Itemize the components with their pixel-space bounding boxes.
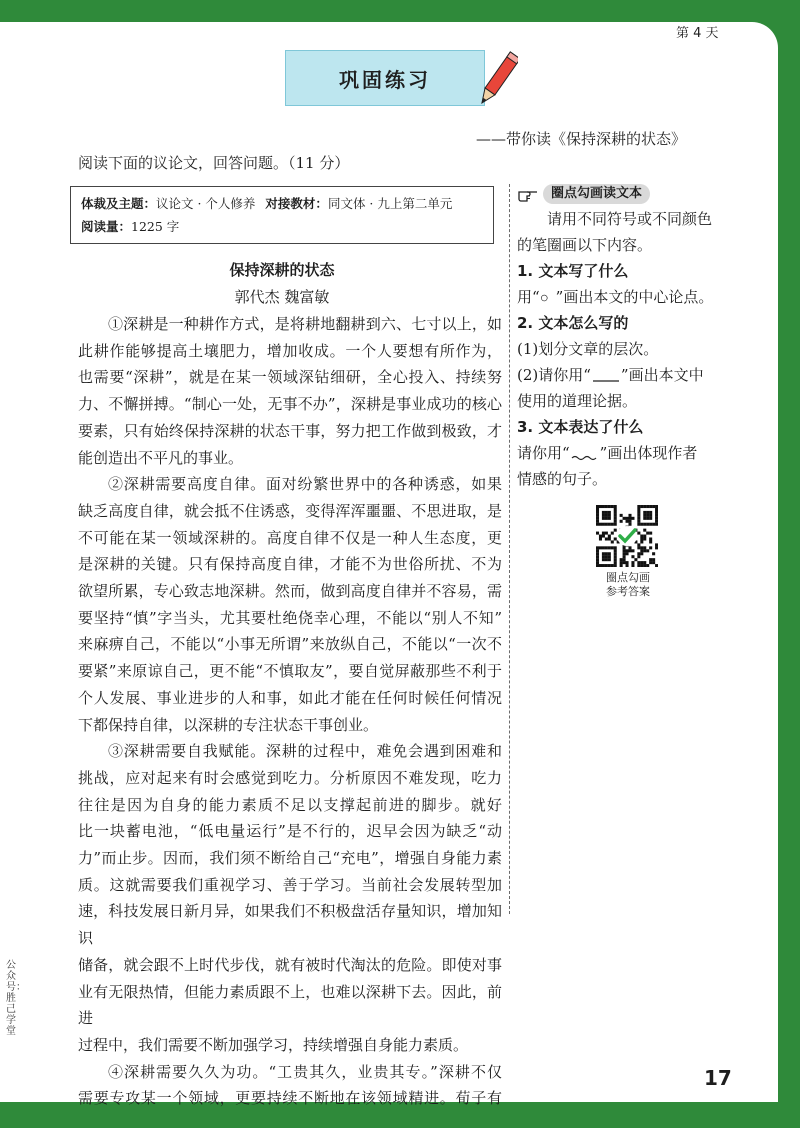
qr-module (623, 549, 626, 552)
qr-module (649, 514, 652, 517)
qr-module (623, 546, 626, 549)
qr-module (602, 558, 605, 561)
qr-module (652, 523, 655, 526)
qr-module (623, 561, 626, 564)
subtitle: ——带你读《保持深耕的状态》 (475, 130, 686, 148)
reading-label: 阅读量： (81, 219, 132, 234)
qr-module (649, 537, 652, 540)
qr-module (596, 549, 599, 552)
qr-module (626, 549, 629, 552)
pointing-hand-icon (517, 185, 539, 203)
qr-module (608, 514, 611, 517)
qr-module (637, 508, 640, 511)
qr-module (596, 514, 599, 517)
qr-module (614, 552, 617, 555)
qr-module (605, 558, 608, 561)
article-line: 质。这就需要我们重视学习、善于学习。当前社会发展转型加 (78, 875, 502, 894)
page-number: 17 (704, 1066, 732, 1090)
qr-module (631, 555, 634, 558)
qr-module (599, 537, 602, 540)
article-author: 郭代杰 魏富敏 (234, 288, 330, 306)
qr-module (611, 564, 614, 567)
qr-module (643, 514, 646, 517)
qr-module (602, 511, 605, 514)
qr-module (634, 558, 637, 561)
qr-module (631, 564, 634, 567)
qr-module (608, 546, 611, 549)
article-line: 是深耕的关键。只有保持高度自律，才能不为世俗所扰、不为 (78, 555, 502, 574)
qr-module (620, 520, 623, 523)
qr-module (643, 505, 646, 508)
qr-module (637, 552, 640, 555)
qr-module (646, 514, 649, 517)
qr-module (640, 552, 643, 555)
qr-module (605, 552, 608, 555)
qr-module (623, 517, 626, 520)
qr-module (602, 552, 605, 555)
qr-module (611, 523, 614, 526)
qr-module (655, 520, 658, 523)
article-line: 力、不懈拼搏。“制心一处，无事不办”，深耕是事业成功的核心 (78, 395, 502, 414)
qr-module (602, 564, 605, 567)
article-line: 过程中，我们需要不断加强学习，持续增强自身能力素质。 (78, 1035, 469, 1054)
qr-module (596, 505, 599, 508)
qr-module (623, 552, 626, 555)
article-line: 挑战，应对起来有时会感觉到吃力。分析原因不难发现，吃力 (78, 768, 502, 787)
qr-module (602, 505, 605, 508)
qr-module (614, 561, 617, 564)
qr-module (626, 552, 629, 555)
q3-text-1: 请你用“ ”画出体现作者 (517, 444, 698, 462)
qr-module (602, 546, 605, 549)
q1-title: 1. 文本写了什么 (517, 262, 629, 280)
qr-module (614, 505, 617, 508)
qr-module (655, 517, 658, 520)
qr-module (605, 523, 608, 526)
qr-module (646, 532, 649, 535)
qr-module (605, 505, 608, 508)
article-line: 速，科技发展日新月异，如果我们不积极盘活存量知识，增加知识 (78, 902, 502, 948)
qr-code-icon[interactable] (596, 505, 658, 567)
q2-item-2: (2)请你用“ ”画出本文中 (517, 366, 704, 384)
qr-module (596, 517, 599, 520)
qr-module (655, 564, 658, 567)
article-line: ③深耕需要自我赋能。深耕的过程中，难免会遇到困难和 (108, 742, 502, 761)
qr-module (605, 514, 608, 517)
article-line: 力”而止步。因而，我们须不断给自己“充电”，增强自身能力素 (78, 849, 502, 868)
qr-module (608, 517, 611, 520)
qr-module (637, 564, 640, 567)
qr-module (646, 549, 649, 552)
article-line: 储备，就会跟不上时代步伐，就有被时代淘汰的危险。即使对事 (78, 955, 502, 974)
side-stamp: 公众号：胜己学堂 (6, 960, 26, 1037)
qr-module (614, 520, 617, 523)
q2-title: 2. 文本怎么写的 (517, 314, 629, 332)
qr-module (596, 508, 599, 511)
qr-module (655, 511, 658, 514)
qr-module (596, 511, 599, 514)
qr-module (605, 546, 608, 549)
qr-module (643, 537, 646, 540)
qr-module (614, 537, 617, 540)
qr-module (623, 558, 626, 561)
qr-module (611, 505, 614, 508)
qr-module (605, 564, 608, 567)
qr-module (608, 537, 611, 540)
qr-module (596, 555, 599, 558)
article-line: 个人发展、事业进步的人和事，如此才能在任何时候任何情况 (78, 688, 502, 707)
article-line: 业有无限热情，但能力素质跟不上，也难以深耕下去。因此，前进 (78, 982, 502, 1028)
qr-module (640, 537, 643, 540)
qr-module (655, 514, 658, 517)
qr-module (628, 549, 631, 552)
qr-module (608, 552, 611, 555)
qr-module (623, 555, 626, 558)
qr-module (655, 523, 658, 526)
qr-module (596, 558, 599, 561)
qr-module (649, 505, 652, 508)
qr-module (614, 511, 617, 514)
qr-module (614, 514, 617, 517)
qr-module (628, 517, 631, 520)
info-row-1 (81, 192, 483, 215)
qr-module (626, 520, 629, 523)
circle-mark-icon (540, 291, 556, 305)
qr-module (602, 535, 605, 538)
qr-module (655, 505, 658, 508)
qr-module (620, 564, 623, 567)
qr-module (643, 561, 646, 564)
qr-caption-line-2: 参考答案 (606, 585, 650, 598)
textbook-label: 对接教材： (265, 196, 328, 211)
qr-module (614, 508, 617, 511)
qr-module (631, 549, 634, 552)
article-line: 此耕作能够提高土壤肥力，增加收成。一个人要想有所作为， (78, 341, 502, 360)
article-line: 来麻痹自己，不能以“小事无所谓”来放纵自己，不能以“一次不 (78, 635, 502, 654)
qr-module (605, 511, 608, 514)
info-box (70, 186, 494, 244)
qr-module (611, 532, 614, 535)
article-title: 保持深耕的状态 (229, 261, 335, 279)
genre-value: 议论文 · 个人修养 (156, 196, 256, 211)
side-panel-title: 圈点勾画读文本 (543, 184, 650, 204)
qr-module (602, 523, 605, 526)
qr-module (608, 555, 611, 558)
underline-mark-icon (591, 369, 621, 383)
article-line: 往往是因为自身的能力素质不足以支撑起前进的脚步。就好 (78, 795, 502, 814)
qr-module (640, 564, 643, 567)
page-title: 巩固练习 (339, 67, 431, 92)
qr-module (646, 505, 649, 508)
article-line: ④深耕需要久久为功。“工贵其久，业贵其专。”深耕不仅 (108, 1062, 502, 1081)
article-line: 也需要“深耕”，就是在某一领域深钻细研，全心投入、持续努 (78, 368, 502, 387)
qr-module (626, 561, 629, 564)
qr-module (608, 505, 611, 508)
side-panel-header (517, 184, 743, 204)
column-divider (509, 184, 510, 914)
qr-module (637, 517, 640, 520)
qr-module (637, 523, 640, 526)
qr-module (649, 561, 652, 564)
qr-module (626, 564, 629, 567)
article-line: 要紧”来原谅自己，更不能“不慎取友”，要自觉屏蔽那些不利于 (78, 662, 502, 681)
article-line: 下都保持自律，以深耕的专注状态干事创业。 (78, 715, 379, 734)
day-label: 第 4 天 (676, 26, 719, 41)
qr-module (652, 505, 655, 508)
qr-module (643, 564, 646, 567)
article-line: 要坚持“慎”字当头，尤其要杜绝侥幸心理，不能以“别人不知” (78, 608, 502, 627)
qr-module (649, 523, 652, 526)
qr-module (640, 546, 643, 549)
qr-module (628, 514, 631, 517)
qr-module (637, 511, 640, 514)
qr-module (640, 523, 643, 526)
qr-module (602, 555, 605, 558)
genre-label: 体裁及主题： (81, 196, 157, 211)
article-body (78, 311, 502, 1112)
qr-module (596, 520, 599, 523)
article-line: 不可能在某一领域深耕的。高度自律不仅是一种人生态度，更 (78, 528, 502, 547)
qr-module (614, 555, 617, 558)
qr-module (655, 508, 658, 511)
qr-module (637, 555, 640, 558)
qr-module (628, 546, 631, 549)
qr-module (605, 532, 608, 535)
article-line: 比一块蓄电池，“低电量运行”是不行的，迟早会因为缺乏“动 (78, 822, 502, 841)
q3-text-2: 情感的句子。 (517, 470, 608, 488)
qr-module (652, 552, 655, 555)
qr-module (643, 523, 646, 526)
qr-block (596, 505, 660, 599)
qr-module (614, 517, 617, 520)
info-row-2 (81, 215, 483, 238)
qr-module (646, 523, 649, 526)
q3-title: 3. 文本表达了什么 (517, 418, 644, 436)
qr-module (620, 561, 623, 564)
qr-module (596, 523, 599, 526)
article-line: ①深耕是一种耕作方式，是将耕地翻耕到六、七寸以上，如 (108, 315, 502, 333)
qr-module (614, 546, 617, 549)
side-intro-2: 的笔圈画以下内容。 (517, 236, 653, 254)
qr-module (599, 564, 602, 567)
qr-module (608, 511, 611, 514)
qr-module (620, 514, 623, 517)
q1-text: 用“ ”画出本文的中心论点。 (517, 288, 714, 306)
qr-module (608, 558, 611, 561)
article-line: 欲望所累，专心致志地深耕。然而，做到高度自律并不容易，需 (78, 582, 502, 601)
qr-module (655, 546, 658, 549)
side-intro-1: 请用不同符号或不同颜色 (547, 210, 713, 228)
qr-module (596, 561, 599, 564)
qr-module (602, 532, 605, 535)
qr-module (643, 546, 646, 549)
article-line: 缺乏高度自律，就会抵不住诱惑，变得浑浑噩噩、不思进取，是 (78, 501, 502, 520)
qr-module (611, 546, 614, 549)
qr-module (643, 529, 646, 532)
qr-module (643, 511, 646, 514)
qr-module (608, 523, 611, 526)
qr-module (637, 514, 640, 517)
qr-module (649, 511, 652, 514)
article-line: 需要专攻某一个领域，更要持续不断地在该领域精进。荀子有 (78, 1089, 502, 1108)
qr-module (620, 558, 623, 561)
qr-module (649, 546, 652, 549)
title-banner (285, 50, 485, 106)
q2-item-1: (1)划分文章的层次。 (517, 340, 659, 358)
textbook-value: 同文体 · 九上第二单元 (327, 196, 453, 211)
qr-module (602, 514, 605, 517)
qr-module (643, 549, 646, 552)
qr-module (628, 523, 631, 526)
qr-module (608, 535, 611, 538)
qr-module (631, 561, 634, 564)
qr-module (643, 535, 646, 538)
qr-module (605, 517, 608, 520)
qr-module (631, 517, 634, 520)
qr-caption-line-1: 圈点勾画 (606, 571, 650, 584)
q2-item-3: 使用的道理论据。 (517, 392, 638, 410)
qr-module (608, 564, 611, 567)
qr-module (640, 535, 643, 538)
qr-module (637, 520, 640, 523)
qr-module (614, 529, 617, 532)
qr-module (605, 555, 608, 558)
instruction: 阅读下面的议论文，回答问题。（11 分） (78, 154, 350, 172)
qr-module (646, 511, 649, 514)
qr-caption (596, 571, 660, 599)
qr-module (640, 561, 643, 564)
qr-module (646, 517, 649, 520)
article-line: ②深耕需要高度自律。面对纷繁世界中的各种诱惑，如果 (108, 475, 502, 494)
qr-module (596, 546, 599, 549)
qr-module (605, 537, 608, 540)
article-line: 能创造出不平凡的事业。 (78, 448, 244, 467)
qr-module (637, 532, 640, 535)
reading-value: 1225 字 (131, 219, 180, 234)
qr-module (599, 505, 602, 508)
qr-module (628, 520, 631, 523)
qr-module (649, 540, 652, 543)
qr-module (596, 532, 599, 535)
qr-module (614, 564, 617, 567)
qr-module (649, 558, 652, 561)
qr-module (599, 546, 602, 549)
qr-module (652, 561, 655, 564)
qr-module (655, 543, 658, 546)
qr-module (652, 558, 655, 561)
qr-module (643, 517, 646, 520)
qr-module (602, 517, 605, 520)
qr-module (646, 564, 649, 567)
pencil-icon (478, 44, 518, 116)
qr-module (596, 552, 599, 555)
qr-module (614, 523, 617, 526)
qr-module (637, 505, 640, 508)
qr-module (614, 549, 617, 552)
article-line: 要素，只有始终保持深耕的状态干事，努力把工作做到极致，才 (78, 421, 502, 440)
qr-module (614, 558, 617, 561)
qr-module (640, 549, 643, 552)
qr-module (611, 540, 614, 543)
qr-module (596, 564, 599, 567)
qr-module (640, 540, 643, 543)
qr-module (637, 546, 640, 549)
qr-module (637, 543, 640, 546)
qr-module (626, 517, 629, 520)
wavy-line-mark-icon (570, 447, 600, 461)
side-panel (517, 184, 743, 492)
qr-module (599, 535, 602, 538)
qr-module (649, 517, 652, 520)
qr-module (649, 532, 652, 535)
qr-module (599, 523, 602, 526)
qr-module (640, 505, 643, 508)
qr-module (637, 561, 640, 564)
